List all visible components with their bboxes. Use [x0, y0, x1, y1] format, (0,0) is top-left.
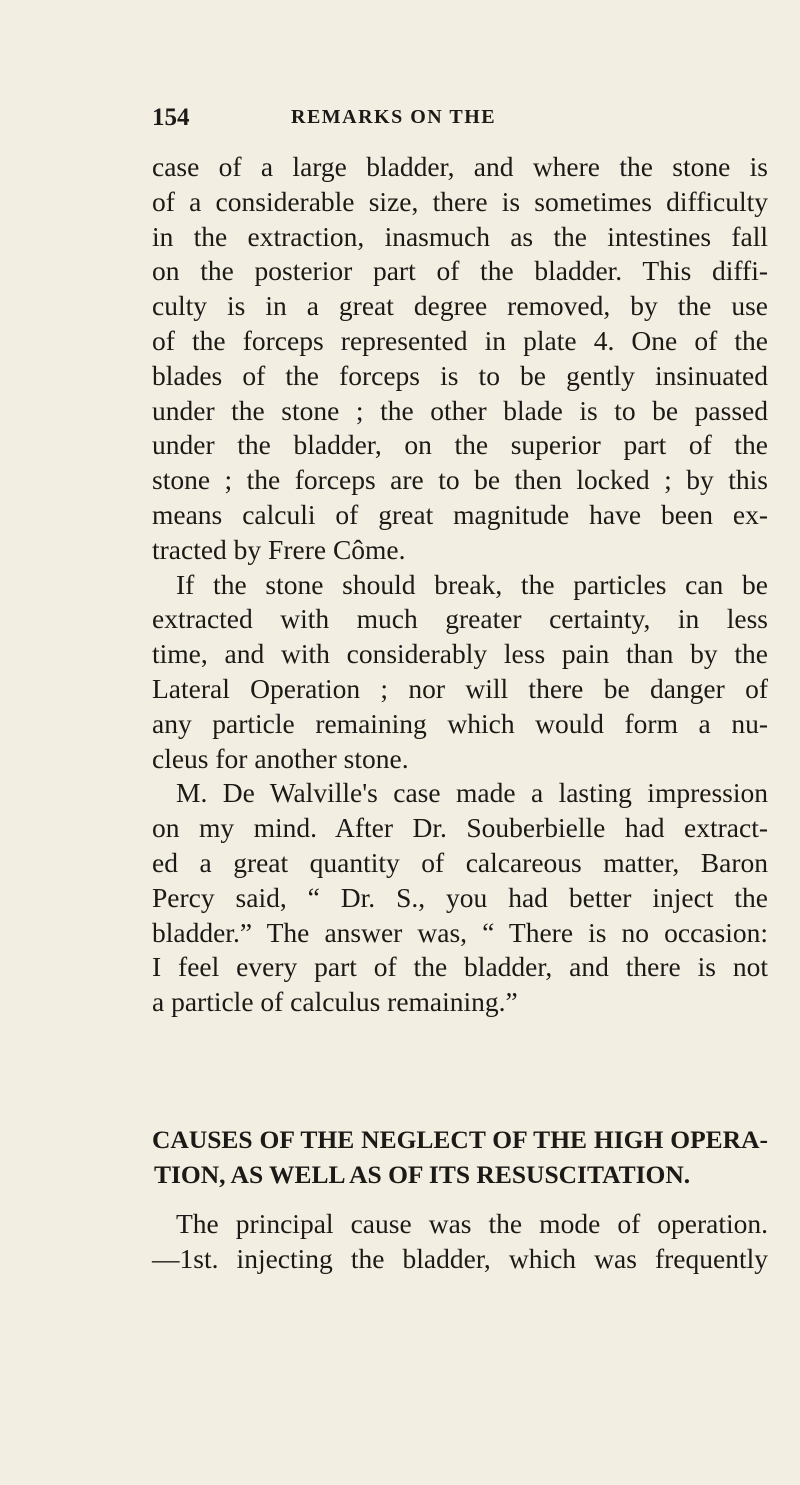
text-line: bladder.” The answer was, “ There is no occasion: [152, 916, 768, 948]
text-line: stone ; the forceps are to be then locked ; by this [152, 464, 768, 496]
text-line: tracted by Frere Côme. [152, 533, 406, 565]
section-heading [152, 1123, 768, 1193]
text-line: means calculi of great magnitude have been ex- [152, 498, 768, 530]
text-line: of the forceps represented in plate 4. One of the [152, 324, 768, 356]
heading-line: TION, AS WELL AS OF ITS RESUSCITATION. [154, 1159, 691, 1189]
text-line: in the extraction, inasmuch as the intestines fall [152, 220, 768, 252]
closing-text [152, 1207, 768, 1277]
text-line: If the stone should break, the particles can be [176, 568, 768, 600]
text-line: Lateral Operation ; nor will there be danger of [152, 672, 768, 704]
text-line: culty is in a great degree removed, by the use [152, 290, 768, 322]
text-line: I feel every part of the bladder, and there is not [152, 951, 768, 983]
text-line: ed a great quantity of calcareous matter, Baron [152, 846, 768, 878]
text-line: The principal cause was the mode of operation. [176, 1208, 768, 1239]
heading-line: CAUSES OF THE NEGLECT OF THE HIGH OPERA- [152, 1125, 768, 1154]
text-line: case of a large bladder, and where the stone is [152, 151, 768, 182]
text-line: under the bladder, on the superior part of the [152, 429, 768, 461]
running-head [152, 104, 750, 144]
text-line: extracted with much greater certainty, in less [152, 603, 768, 635]
text-line: M. De Walville's case made a lasting impression [176, 777, 768, 809]
text-line: on my mind. After Dr. Souberbielle had extract- [152, 812, 768, 844]
text-line: time, and with considerably less pain than by the [152, 638, 768, 670]
text-line: blades of the forceps is to be gently insinuated [152, 359, 768, 391]
text-line: —1st. injecting the bladder, which was frequently [152, 1242, 768, 1274]
text-line: Percy said, “ Dr. S., you had better inject the [152, 881, 768, 913]
text-line: a particle of calculus remaining.” [152, 986, 518, 1018]
body-text [152, 150, 768, 1020]
text-line: of a considerable size, there is sometimes difficulty [152, 185, 768, 217]
text-line: any particle remaining which would form a nu- [152, 707, 768, 739]
running-title: REMARKS ON THE [291, 106, 497, 128]
text-line: cleus for another stone. [152, 742, 409, 774]
text-line: under the stone ; the other blade is to be passed [152, 394, 768, 426]
text-line: on the posterior part of the bladder. This diffi- [152, 255, 768, 287]
page-number: 154 [152, 104, 190, 131]
